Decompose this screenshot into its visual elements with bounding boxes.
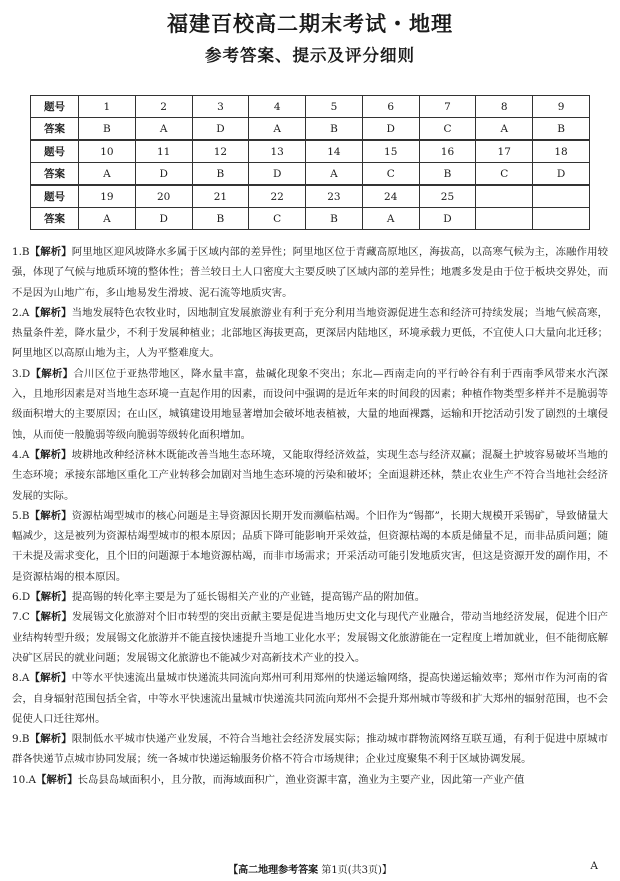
explanation-answer: 4.A bbox=[12, 448, 30, 461]
answer-cell: A bbox=[79, 163, 136, 186]
question-number-cell: 20 bbox=[135, 185, 192, 208]
explanation-text: 限制低水平城市快递产业发展，不符合当地社会经济发展实际；推动城市群物流网络互联互通，有利于促进中原城市群各快递节点城市协同发展；统一各城市快递运输服务价格不符合市场规律；企业过度聚集不利于区域协调发展。 bbox=[12, 733, 609, 766]
explanation-answer: 8.A bbox=[12, 672, 30, 685]
question-number-cell: 13 bbox=[249, 140, 306, 163]
explanation-tag: 【解析】 bbox=[29, 509, 72, 522]
explanation-item bbox=[12, 445, 608, 506]
answer-cell bbox=[476, 208, 533, 230]
explanation-text: 长岛县岛域面积小，且分散，而海域面积广，渔业资源丰富，渔业为主要产业，因此第一产业产值 bbox=[77, 773, 525, 786]
answer-cell: B bbox=[306, 208, 363, 230]
answer-row bbox=[31, 208, 590, 230]
explanation-tag: 【解析】 bbox=[29, 306, 72, 319]
answer-cell: D bbox=[419, 208, 476, 230]
answer-cell: A bbox=[362, 208, 419, 230]
answer-table bbox=[30, 95, 590, 230]
question-number-cell: 1 bbox=[79, 96, 136, 118]
question-number-cell: 3 bbox=[192, 96, 249, 118]
explanation-answer: 10.A bbox=[12, 773, 37, 786]
question-number-row bbox=[31, 140, 590, 163]
question-number-cell: 10 bbox=[79, 140, 136, 163]
explanation-item bbox=[12, 729, 608, 770]
row-label-question: 题号 bbox=[31, 185, 79, 208]
question-number-cell: 2 bbox=[135, 96, 192, 118]
question-number-cell: 9 bbox=[533, 96, 590, 118]
question-number-cell: 18 bbox=[533, 140, 590, 163]
explanation-item bbox=[12, 587, 608, 607]
explanation-answer: 3.D bbox=[12, 367, 31, 380]
page-title: 福建百校高二期末考试・地理 bbox=[167, 12, 453, 36]
explanation-tag: 【解析】 bbox=[29, 611, 73, 624]
answer-cell: A bbox=[135, 118, 192, 141]
answer-cell bbox=[533, 208, 590, 230]
explanation-answer: 9.B bbox=[12, 733, 30, 746]
row-label-answer: 答案 bbox=[31, 118, 79, 141]
question-number-cell: 12 bbox=[192, 140, 249, 163]
explanations bbox=[12, 242, 608, 790]
answer-cell: B bbox=[79, 118, 136, 141]
question-number-row bbox=[31, 96, 590, 118]
explanation-answer: 6.D bbox=[12, 591, 31, 604]
explanation-answer: 2.A bbox=[12, 306, 30, 319]
answer-cell: C bbox=[419, 118, 476, 141]
explanation-tag: 【解析】 bbox=[29, 672, 72, 685]
explanation-answer: 1.B bbox=[12, 246, 30, 258]
answer-cell: D bbox=[135, 163, 192, 186]
question-number-cell: 17 bbox=[476, 140, 533, 163]
question-number-cell: 23 bbox=[306, 185, 363, 208]
answer-cell: A bbox=[79, 208, 136, 230]
answer-cell: A bbox=[249, 118, 306, 141]
answer-cell: D bbox=[362, 118, 419, 141]
row-label-answer: 答案 bbox=[31, 208, 79, 230]
page-footer bbox=[0, 861, 620, 876]
answer-cell: D bbox=[135, 208, 192, 230]
question-number-cell: 22 bbox=[249, 185, 306, 208]
question-number-cell: 24 bbox=[362, 185, 419, 208]
explanation-item bbox=[12, 668, 608, 729]
explanation-text: 阿里地区迎风坡降水多属于区域内部的差异性；阿里地区位于青藏高原地区，海拔高，以高寒气候为主，冻融作用较强，体现了气候与地质环境的整体性；普兰较日土人口密度大主要反映了区域内部的差异性；地震多发是由于位于板块交界处，而不是因为山地广布，多山地易发生滑坡、泥石流等地质灾害。 bbox=[12, 246, 609, 299]
answer-cell: B bbox=[192, 208, 249, 230]
explanation-item bbox=[12, 364, 608, 445]
answer-cell: B bbox=[533, 118, 590, 141]
explanation-text: 提高锡的转化率主要是为了延长锡相关产业的产业链，提高锡产品的附加值。 bbox=[71, 591, 426, 604]
question-number-cell: 16 bbox=[419, 140, 476, 163]
footer-course: 【高二地理参考答案 bbox=[228, 865, 319, 876]
explanation-text: 发展锡文化旅游对个旧市转型的突出贡献主要是促进当地历史文化与现代产业融合，带动当地经济发展，促进个旧产业结构转型升级；发展锡文化旅游并不能直接快速提升当地工业化水平；发展锡文化旅游能在一定程度上增加就业，但不能彻底解决矿区居民的就业问题；发展锡文化旅游也不能减少对高新技术产业的投入。 bbox=[12, 611, 609, 664]
explanation-tag: 【解析】 bbox=[30, 591, 72, 604]
explanation-answer: 7.C bbox=[12, 611, 30, 624]
question-number-cell: 7 bbox=[419, 96, 476, 118]
footer-page: 第1页(共3页)】 bbox=[321, 865, 392, 876]
question-number-cell bbox=[533, 185, 590, 208]
explanation-text: 中等水平快速流出量城市快递流共同流向郑州可利用郑州的快递运输网络，提高快递运输效率；郑州市作为河南的省会，自身辐射范围包括全省，中等水平快速流出量城市快递流共同流向郑州不会提升郑州城市等级和扩大郑州的辐射范围，也不会促使人口迁往郑州。 bbox=[12, 672, 609, 725]
explanation-answer: 5.B bbox=[12, 509, 30, 522]
answer-cell: D bbox=[192, 118, 249, 141]
answer-cell: B bbox=[306, 118, 363, 141]
page-subtitle: 参考答案、提示及评分细则 bbox=[205, 46, 415, 65]
question-number-row bbox=[31, 185, 590, 208]
explanation-text: 资源枯竭型城市的核心问题是主导资源因长期开发而濒临枯竭。个旧作为“锡都”，长期大规模开采锡矿，导致储量大幅减少，这是被列为资源枯竭型城市的根本原因；品质下降可能影响开采效益，但资源枯竭的本质是储量不足，而非品质问题；随干未提及需求变化，且个旧的问题源于本地资源枯竭，而非市场需求；开采活动可能引发地质灾害，但这是资源开发的副作用，不是资源枯竭的根本原因。 bbox=[12, 509, 609, 583]
explanation-tag: 【解析】 bbox=[29, 733, 72, 746]
question-number-cell: 5 bbox=[306, 96, 363, 118]
explanation-text: 坡耕地改种经济林木既能改善当地生态环境，又能取得经济效益，实现生态与经济双赢；混凝土护坡容易破坏当地的生态环境；承接东部地区重化工产业转移会加剧对当地生态环境的污染和破坏；全面退耕还林，禁止农业生产不符合当地社会经济发展的实际。 bbox=[12, 448, 609, 502]
question-number-cell bbox=[476, 185, 533, 208]
row-label-question: 题号 bbox=[31, 140, 79, 163]
answer-cell: A bbox=[476, 118, 533, 141]
answer-cell: C bbox=[476, 163, 533, 186]
paper-code: A bbox=[590, 860, 598, 872]
answer-row bbox=[31, 118, 590, 141]
explanation-item bbox=[12, 242, 608, 303]
answer-cell: C bbox=[362, 163, 419, 186]
explanation-tag: 【解析】 bbox=[30, 367, 74, 380]
explanation-tag: 【解析】 bbox=[29, 448, 72, 461]
row-label-answer: 答案 bbox=[31, 163, 79, 186]
explanation-tag: 【解析】 bbox=[29, 246, 72, 258]
answer-cell: A bbox=[306, 163, 363, 186]
question-number-cell: 6 bbox=[362, 96, 419, 118]
explanation-item bbox=[12, 506, 608, 587]
question-number-cell: 14 bbox=[306, 140, 363, 163]
answer-cell: B bbox=[419, 163, 476, 186]
explanation-text: 合川区位于亚热带地区，降水量丰富，盐碱化现象不突出；东北—西南走向的平行岭谷有利于西南季风带来水汽深入，且地形因素是对当地生态环境一直起作用的因素，而设问中强调的是近年来的时间段的因素；种植作物类型多样并不是脆弱等级面积增大的主要原因；在山区，城镇建设用地显著增加会破坏地表植被，大量的地面裸露，运输和开挖活动引发了剧烈的土壤侵蚀，从而使一般脆弱等级向脆弱等级转化面积增加。 bbox=[12, 367, 608, 441]
question-number-cell: 25 bbox=[419, 185, 476, 208]
question-number-cell: 19 bbox=[79, 185, 136, 208]
explanation-item bbox=[12, 770, 608, 790]
answer-row bbox=[31, 163, 590, 186]
answer-cell: B bbox=[192, 163, 249, 186]
answer-cell: D bbox=[249, 163, 306, 186]
question-number-cell: 11 bbox=[135, 140, 192, 163]
question-number-cell: 8 bbox=[476, 96, 533, 118]
explanation-text: 当地发展特色农牧业时，因地制宜发展旅游业有利于充分利用当地资源促进生态和经济可持续发展；当地气候高寒，热量条件差，降水量少，不利于发展种植业；北部地区海拔更高，更深居内陆地区，环境承载力更低，不宜使人口大量向北迁移；阿里地区以高原山地为主，人为平整难度大。 bbox=[12, 306, 609, 360]
explanation-item bbox=[12, 303, 608, 364]
question-number-cell: 15 bbox=[362, 140, 419, 163]
question-number-cell: 21 bbox=[192, 185, 249, 208]
explanation-tag: 【解析】 bbox=[36, 773, 78, 786]
explanation-item bbox=[12, 607, 608, 668]
answer-cell: C bbox=[249, 208, 306, 230]
question-number-cell: 4 bbox=[249, 96, 306, 118]
row-label-question: 题号 bbox=[31, 96, 79, 118]
answer-cell: D bbox=[533, 163, 590, 186]
